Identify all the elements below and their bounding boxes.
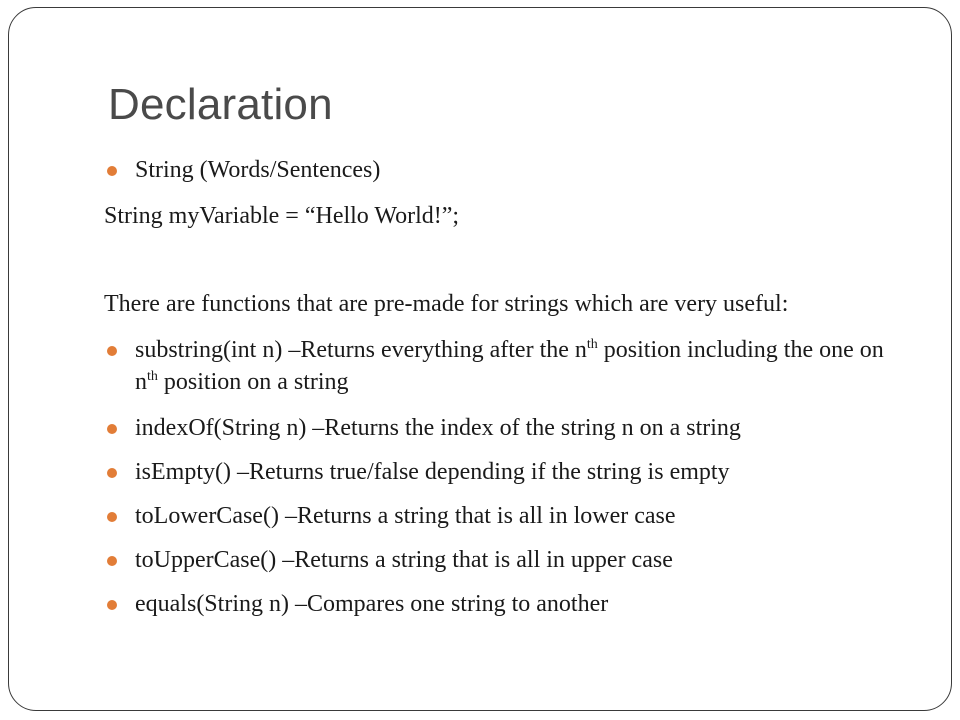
list-item [104,412,894,444]
slide-content [104,154,894,620]
superscript: th [147,369,158,384]
bullet-icon [107,346,117,356]
superscript: th [586,337,598,352]
bullet-icon [107,166,117,176]
list-item-text [135,337,884,395]
list-item-text: String (Words/Sentences) [135,157,381,183]
list-item-text: toUpperCase() –Returns a string that is all in upper case [135,547,673,573]
slide-title: Declaration [108,80,333,129]
code-line: String myVariable = “Hello World!”; [104,203,460,229]
list-item [104,334,894,398]
list-item [104,544,894,576]
substring-text-1: substring(int n) –Returns everything after the n [135,337,587,363]
list-item-text: isEmpty() –Returns true/false depending if the string is empty [135,459,730,485]
bullet-icon [107,512,117,522]
substring-text-2: position including the one on n [135,337,884,395]
substring-text-3: position on a string [157,369,349,395]
bullet-icon [107,556,117,566]
bullet-icon [107,424,117,434]
list-item-text: equals(String n) –Compares one string to another [135,591,609,617]
description-paragraph: There are functions that are pre-made for strings which are very useful: [104,291,789,317]
list-item [104,500,894,532]
list-item [104,154,894,186]
list-item-text: toLowerCase() –Returns a string that is all in lower case [135,503,676,529]
bullet-icon [107,600,117,610]
list-item [104,588,894,620]
list-item-text: indexOf(String n) –Returns the index of the string n on a string [135,415,741,441]
list-item [104,456,894,488]
bullet-icon [107,468,117,478]
